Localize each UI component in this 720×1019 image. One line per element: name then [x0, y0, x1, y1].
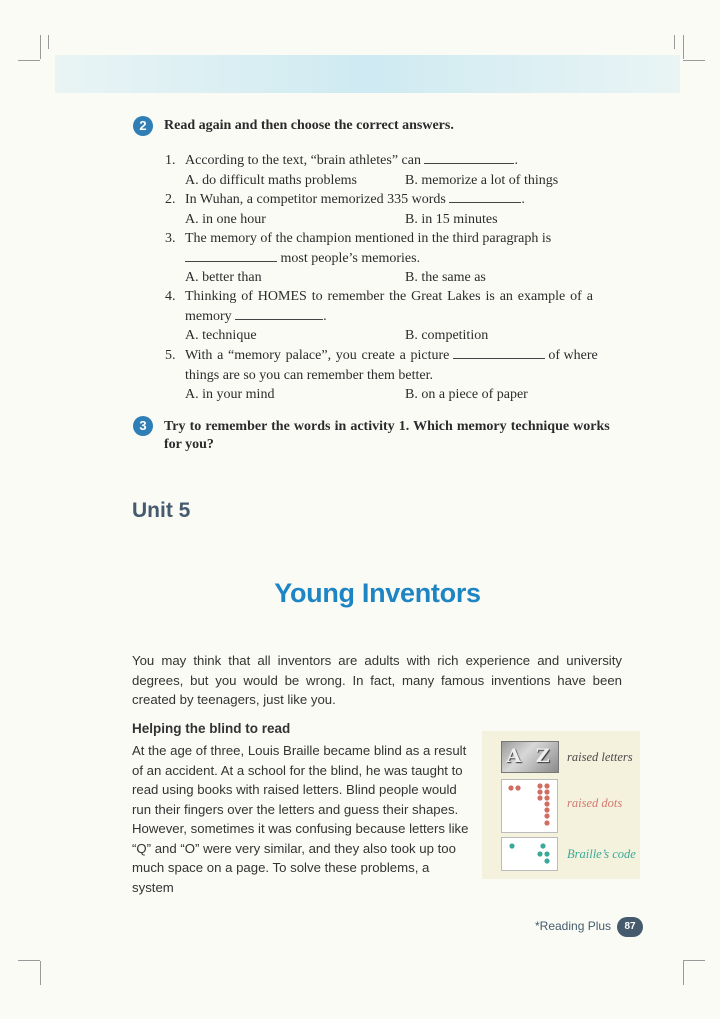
- punctuation: .: [521, 192, 525, 207]
- option-a: A. technique: [185, 328, 257, 343]
- braille-code-graphic: [502, 838, 557, 870]
- answer-blank: [185, 249, 277, 262]
- paragraph-line: much space on a page. To solve these problems, a system: [132, 860, 430, 895]
- exercise-2-instruction: Read again and then choose the correct answers.: [164, 118, 454, 133]
- paragraph-line: “Q” and “O” were very similar, and they also took up too: [132, 840, 456, 856]
- exercise-3-number: 3: [133, 416, 153, 436]
- raised-letters-sample: A Z: [506, 745, 554, 767]
- crop-mark: [18, 960, 40, 961]
- option-b: B. memorize a lot of things: [405, 173, 559, 188]
- question-number: 2.: [165, 192, 176, 207]
- question-text: Thinking of HOMES to remember the Great Lakes is an example of a: [185, 289, 593, 304]
- option-a: A. better than: [185, 270, 262, 285]
- question-number: 1.: [165, 153, 176, 168]
- unit-heading: Unit 5: [132, 499, 191, 522]
- option-a: A. in your mind: [185, 387, 275, 402]
- exercise-3-instruction-line2: for you?: [164, 437, 214, 452]
- footer-label: *Reading Plus: [535, 919, 612, 933]
- question-text: In Wuhan, a competitor memorized 335 words: [185, 192, 446, 207]
- exercise-2-number: 2: [133, 116, 153, 136]
- answer-blank: [424, 151, 514, 164]
- crop-mark: [683, 961, 684, 985]
- paragraph-line: read using books with raised letters. Blind people would: [132, 782, 457, 797]
- exercise-3-instruction-line1: Try to remember the words in activity 1. Which memory technique works: [164, 419, 610, 434]
- option-b: B. on a piece of paper: [405, 387, 528, 402]
- option-b: B. in 15 minutes: [405, 212, 498, 227]
- section-heading: Helping the blind to read: [132, 721, 291, 736]
- question-text: of where: [548, 348, 598, 363]
- answer-blank: [449, 190, 521, 203]
- question-number: 5.: [165, 348, 176, 363]
- crop-mark: [674, 35, 675, 49]
- option-b: B. competition: [405, 328, 489, 343]
- page-title: Young Inventors: [274, 578, 481, 608]
- raised-letters-tile: [501, 741, 559, 773]
- question-text: The memory of the champion mentioned in the third paragraph is: [185, 231, 552, 246]
- paragraph-line: However, sometimes it was confusing because letters like: [132, 821, 469, 836]
- question-number: 4.: [165, 289, 176, 304]
- question-text: According to the text, “brain athletes” can: [185, 153, 421, 168]
- option-a: A. do difficult maths problems: [185, 173, 357, 188]
- raised-letters-label: raised letters: [567, 750, 633, 764]
- option-a: A. in one hour: [185, 212, 266, 227]
- question-number: 3.: [165, 231, 176, 246]
- paragraph-line: At the age of three, Louis Braille became blind as a result: [132, 743, 467, 758]
- question-2: [165, 190, 630, 210]
- raised-dots-tile: [501, 779, 558, 833]
- question-4: [165, 287, 630, 326]
- question-text: most people’s memories.: [280, 250, 421, 266]
- raised-dots-graphic: [502, 780, 557, 832]
- question-5: [165, 346, 630, 385]
- punctuation: .: [514, 153, 518, 168]
- braille-illustration: [482, 731, 640, 879]
- crop-mark: [683, 960, 705, 961]
- crop-mark: [18, 60, 40, 61]
- crop-mark: [40, 961, 41, 985]
- braille-code-label: Braille’s code: [567, 847, 636, 861]
- crop-mark: [40, 35, 41, 59]
- header-band: [55, 55, 680, 93]
- question-3: [165, 229, 630, 268]
- answer-blank: [453, 346, 545, 359]
- section-paragraph: [132, 741, 470, 897]
- answer-blank: [235, 307, 323, 320]
- paragraph-line: of an accident. At a school for the blind, he was taught to: [132, 762, 463, 778]
- crop-mark: [683, 35, 684, 59]
- question-text: memory: [185, 308, 232, 324]
- raised-dots-label: raised dots: [567, 796, 623, 810]
- punctuation: .: [323, 308, 327, 324]
- braille-code-tile: [501, 837, 558, 871]
- option-b: B. the same as: [405, 270, 486, 285]
- crop-mark: [48, 35, 49, 49]
- question-text: With a “memory palace”, you create a picture: [185, 348, 450, 363]
- question-text: things are so you can remember them better.: [185, 367, 434, 383]
- crop-mark: [683, 60, 705, 61]
- paragraph-line: run their fingers over the letters and guess their shapes.: [132, 801, 459, 817]
- question-1: [165, 151, 630, 171]
- intro-paragraph: You may think that all inventors are adults with rich experience and university degrees, but you would be wrong. In fact, many famous inventions have been created by teenagers, just like you.: [132, 653, 622, 707]
- page-number: 87: [617, 917, 643, 937]
